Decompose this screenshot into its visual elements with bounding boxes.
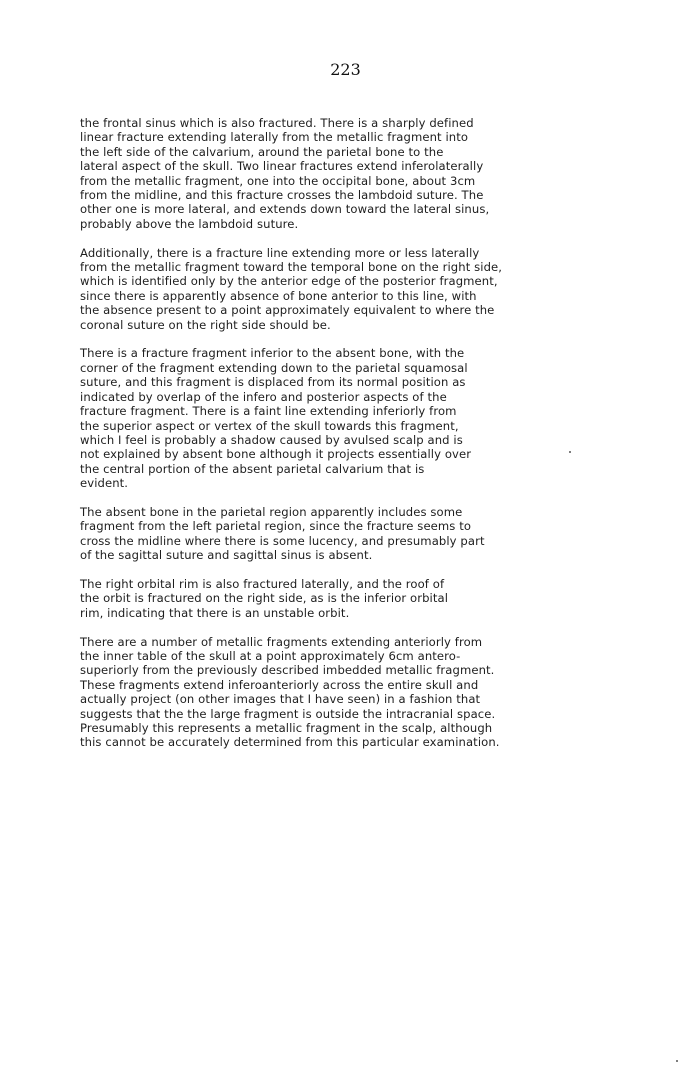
scan-speck — [569, 451, 571, 453]
text-line: rim, indicating that there is an unstable orbit. — [80, 605, 350, 620]
text-line: indicated by overlap of the infero and posterior aspects of the — [80, 389, 447, 404]
text-line: from the midline, and this fracture crosses the lambdoid suture. The — [80, 188, 484, 203]
text-line: actually project (on other images that I have seen) in a fashion that — [80, 692, 481, 707]
text-line: not explained by absent bone although it projects essentially over — [80, 447, 472, 462]
text-line: The right orbital rim is also fractured laterally, and the roof of — [80, 576, 445, 591]
text-line: which is identified only by the anterior edge of the posterior fragment, — [80, 274, 498, 289]
text-line: Presumably this represents a metallic fragment in the scalp, although — [80, 720, 493, 735]
text-line: from the metallic fragment toward the temporal bone on the right side, — [80, 260, 503, 275]
paragraph — [80, 505, 600, 563]
text-line: corner of the fragment extending down to the parietal squamosal — [80, 360, 468, 375]
text-line: the left side of the calvarium, around the parietal bone to the — [80, 144, 444, 159]
text-line: fragment from the left parietal region, since the fracture seems to — [80, 519, 472, 534]
text-line: linear fracture extending laterally from the metallic fragment into — [80, 130, 469, 145]
text-line: superiorly from the previously described imbedded metallic fragment. — [80, 663, 495, 678]
paragraph — [80, 246, 600, 332]
text-line: evident. — [80, 476, 129, 491]
paragraph — [80, 635, 600, 750]
text-line: Additionally, there is a fracture line extending more or less laterally — [80, 245, 480, 260]
text-line: from the metallic fragment, one into the occipital bone, about 3cm — [80, 173, 476, 188]
text-line: other one is more lateral, and extends down toward the lateral sinus, — [80, 202, 490, 217]
text-line: which I feel is probably a shadow caused by avulsed scalp and is — [80, 432, 463, 447]
text-line: the orbit is fractured on the right side, as is the inferior orbital — [80, 591, 449, 606]
text-line: since there is apparently absence of bone anterior to this line, with — [80, 288, 477, 303]
scan-speck — [676, 1060, 678, 1062]
text-line: the central portion of the absent parietal calvarium that is — [80, 461, 425, 476]
text-line: the absence present to a point approximately equivalent to where the — [80, 303, 495, 318]
text-line: lateral aspect of the skull. Two linear fractures extend inferolaterally — [80, 159, 484, 174]
text-line: fracture fragment. There is a faint line extending inferiorly from — [80, 404, 457, 419]
text-line: the inner table of the skull at a point approximately 6cm antero- — [80, 648, 461, 663]
text-line: the frontal sinus which is also fractured. There is a sharply defined — [80, 116, 474, 130]
text-line: The absent bone in the parietal region apparently includes some — [80, 504, 463, 519]
paragraph — [80, 346, 600, 490]
text-line: of the sagittal suture and sagittal sinus is absent. — [80, 548, 373, 563]
text-line: There are a number of metallic fragments extending anteriorly from — [80, 634, 483, 649]
paragraph — [80, 116, 600, 231]
text-line: cross the midline where there is some lucency, and presumably part — [80, 533, 485, 548]
body-text — [80, 116, 600, 764]
text-line: These fragments extend inferoanteriorly across the entire skull and — [80, 677, 479, 692]
text-line: There is a fracture fragment inferior to the absent bone, with the — [80, 346, 465, 361]
text-line: the superior aspect or vertex of the skull towards this fragment, — [80, 418, 459, 433]
text-line: suture, and this fragment is displaced from its normal position as — [80, 375, 466, 390]
page-number: 223 — [330, 60, 361, 79]
text-line: this cannot be accurately determined from this particular examination. — [80, 735, 500, 750]
text-line: probably above the lambdoid suture. — [80, 216, 299, 231]
paragraph — [80, 577, 600, 620]
text-line: suggests that the the large fragment is outside the intracranial space. — [80, 706, 496, 721]
text-line: coronal suture on the right side should be. — [80, 317, 331, 332]
